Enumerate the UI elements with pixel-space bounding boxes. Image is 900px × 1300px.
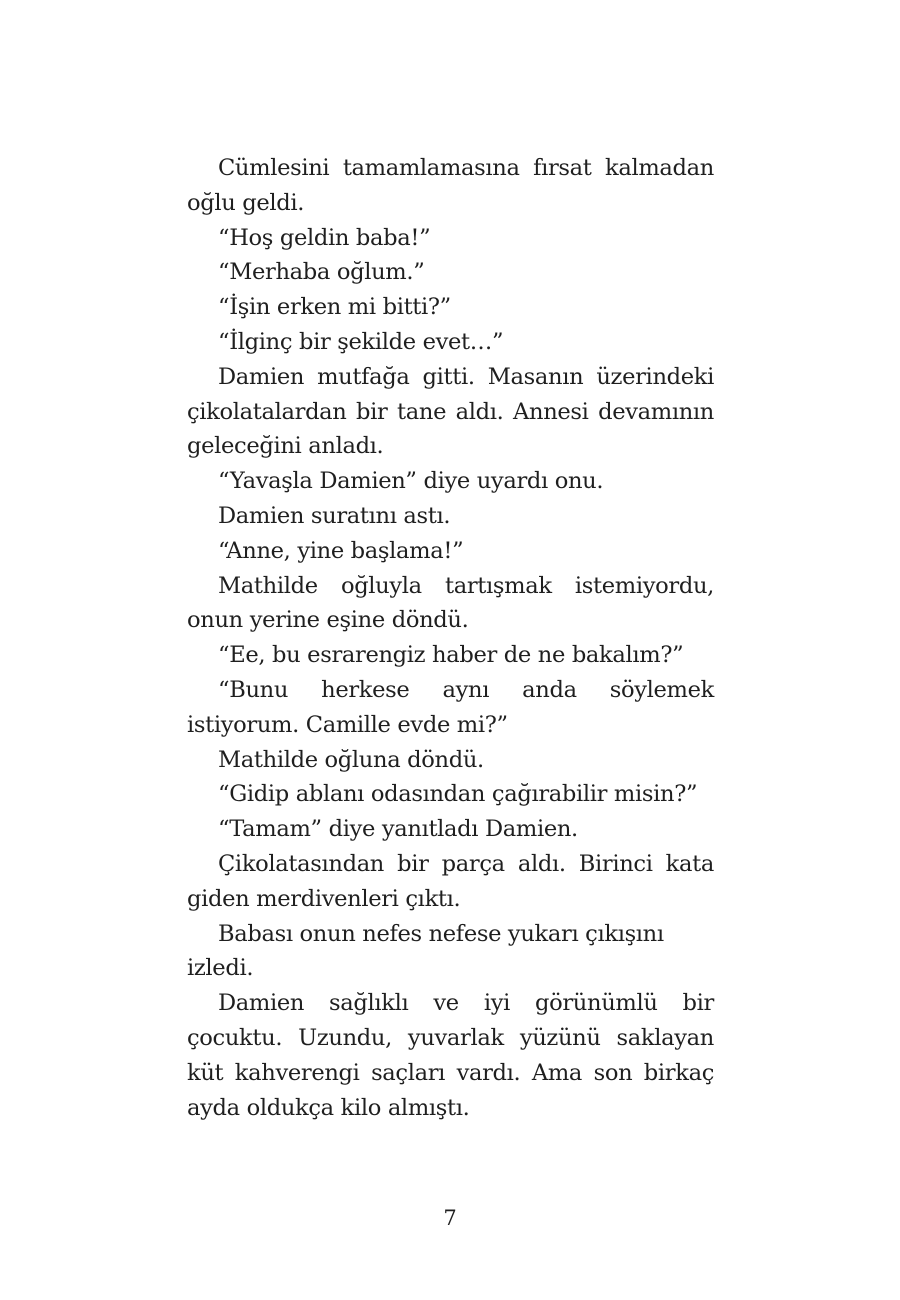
paragraph-18: Damien sağlıklı ve iyi görünümlü bir çocuktu. Uzundu, yuvarlak yüzünü saklayan küt kahverengi saçları vardı. Ama son birkaç ayda oldukça kilo almıştı. <box>187 990 714 1121</box>
paragraph-1: Cümlesini tamamlamasına fırsat kalmadan oğlu geldi. <box>187 155 714 216</box>
paragraph-5: “İlginç bir şekilde evet…” <box>218 328 504 355</box>
paragraph-2: “Hoş geldin baba!” <box>218 224 431 251</box>
paragraph-3: “Merhaba oğlum.” <box>218 259 425 286</box>
paragraph-14: “Gidip ablanı odasından çağırabilir misin?” <box>218 781 698 808</box>
paragraph-16: Çikolatasından bir parça aldı. Birinci kata giden merdivenleri çıktı. <box>187 850 714 912</box>
paragraph-6: Damien mutfağa gitti. Masanın üzerindeki çikolatalardan bir tane aldı. Annesi devamının geleceğini anladı. <box>187 363 714 460</box>
paragraph-8: Damien suratını astı. <box>218 502 451 529</box>
paragraph-10: Mathilde oğluyla tartışmak istemiyordu, onun yerine eşine döndü. <box>187 572 714 634</box>
paragraph-15: “Tamam” diye yanıtladı Damien. <box>218 816 578 843</box>
paragraph-12: “Bunu herkese aynı anda söylemek istiyorum. Camille evde mi?” <box>187 676 714 738</box>
paragraph-4: “İşin erken mi bitti?” <box>218 294 451 321</box>
paragraph-17: Babası onun nefes nefese yukarı çıkışını izledi. <box>187 920 664 982</box>
paragraph-9: “Anne, yine başlama!” <box>218 537 464 564</box>
paragraph-7: “Yavaşla Damien” diye uyardı onu. <box>218 468 604 495</box>
paragraph-11: “Ee, bu esrarengiz haber de ne bakalım?” <box>218 642 684 669</box>
paragraph-13: Mathilde oğluna döndü. <box>218 746 484 773</box>
body-text <box>187 151 714 1125</box>
page-number: 7 <box>443 1206 457 1230</box>
